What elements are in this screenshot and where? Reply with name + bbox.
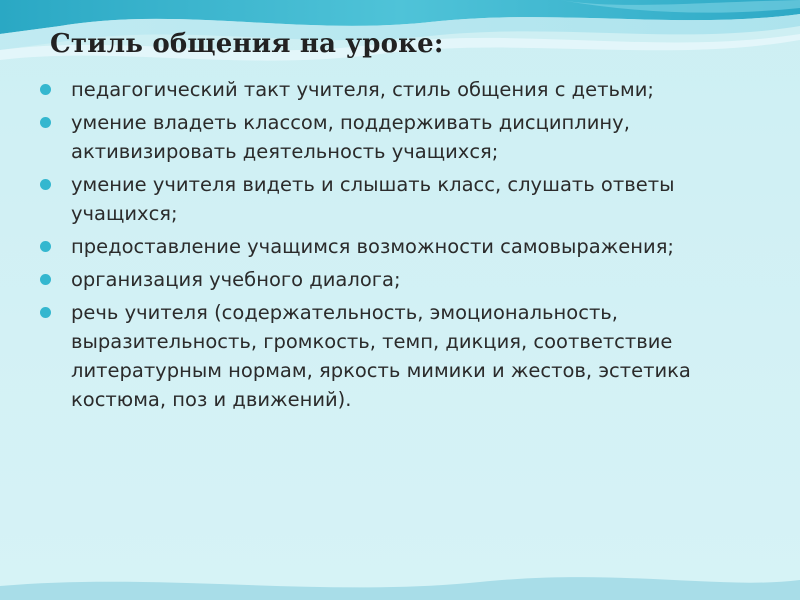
slide-title: Стиль общения на уроке: bbox=[50, 29, 444, 59]
bullet-text: речь учителя (содержательность, эмоциональность, выразительность, громкость, темп, дикция, соответствие литературным нормам, яркость мимики и жестов, эстетика костюма, поз и движений). bbox=[71, 301, 691, 411]
bullet-text: предоставление учащимся возможности самовыражения; bbox=[71, 235, 674, 258]
list-item bbox=[40, 75, 760, 104]
bullet-text: педагогический такт учителя, стиль общения с детьми; bbox=[71, 78, 654, 101]
bullet-dot-icon bbox=[40, 117, 51, 128]
list-item bbox=[40, 232, 760, 261]
bullet-text: умение учителя видеть и слышать класс, слушать ответы учащихся; bbox=[71, 173, 675, 225]
bullet-dot-icon bbox=[40, 179, 51, 190]
bullet-list bbox=[40, 75, 760, 418]
list-item bbox=[40, 298, 760, 414]
bullet-text: организация учебного диалога; bbox=[71, 268, 401, 291]
bullet-dot-icon bbox=[40, 307, 51, 318]
bullet-dot-icon bbox=[40, 274, 51, 285]
list-item bbox=[40, 108, 760, 166]
bullet-text: умение владеть классом, поддерживать дисциплину, активизировать деятельность учащихся; bbox=[71, 111, 630, 163]
bullet-dot-icon bbox=[40, 84, 51, 95]
list-item bbox=[40, 170, 760, 228]
bullet-dot-icon bbox=[40, 241, 51, 252]
list-item bbox=[40, 265, 760, 294]
